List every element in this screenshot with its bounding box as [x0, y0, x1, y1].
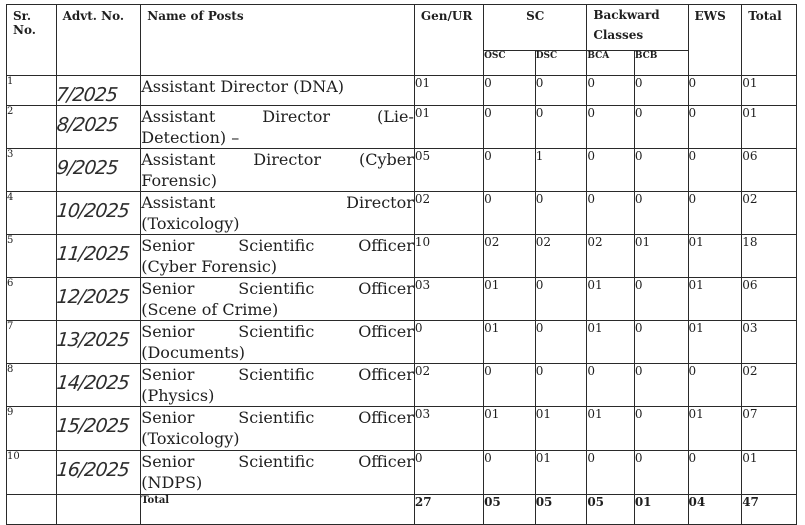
osc-cell: 0 — [484, 192, 536, 235]
bcb-cell: 0 — [634, 106, 688, 149]
bcb-cell: 0 — [634, 451, 688, 495]
header-bcb: BCB — [634, 51, 688, 76]
table-row — [7, 192, 797, 235]
post-name-line-2: Forensic) — [141, 171, 218, 190]
post-name-line-2: (Cyber Forensic) — [141, 257, 278, 276]
advt-handwritten: 7/2025 — [55, 83, 119, 105]
ews-cell: 01 — [688, 407, 742, 451]
bca-cell: 0 — [587, 364, 635, 407]
bcb-cell: 0 — [634, 321, 688, 364]
advt-no-cell — [54, 364, 143, 407]
sr-no-cell: 2 — [7, 106, 57, 149]
dsc-cell: 01 — [535, 407, 587, 451]
post-name-word: (Cyber — [358, 150, 414, 169]
sr-no-cell: 1 — [7, 76, 57, 106]
post-name-line-2: (Documents) — [141, 343, 246, 362]
post-name-word: Officer — [358, 408, 414, 427]
advt-handwritten: 13/2025 — [55, 328, 130, 350]
total-cell: 18 — [742, 235, 797, 278]
bcb-cell: 0 — [634, 149, 688, 192]
sr-no-cell: 3 — [7, 149, 57, 192]
bca-cell: 01 — [587, 278, 635, 321]
osc-cell: 0 — [484, 106, 536, 149]
table-row — [7, 106, 797, 149]
total-cell: 02 — [742, 364, 797, 407]
total-cell: 07 — [742, 407, 797, 451]
table-body — [7, 76, 797, 495]
ews-cell: 0 — [688, 364, 742, 407]
post-name-line-1 — [141, 407, 414, 428]
bca-cell: 01 — [587, 321, 635, 364]
post-name-cell — [141, 76, 415, 106]
sr-no-cell: 8 — [7, 364, 57, 407]
post-name-cell — [141, 364, 415, 407]
sr-no-cell: 5 — [7, 235, 57, 278]
dsc-cell: 0 — [535, 76, 587, 106]
post-name-word: Senior — [141, 452, 195, 471]
header-bca: BCA — [587, 51, 635, 76]
dsc-cell: 0 — [535, 321, 587, 364]
total-osc: 05 — [484, 495, 536, 525]
advt-handwritten: 14/2025 — [55, 371, 130, 393]
post-name-word: Scientific — [238, 365, 315, 384]
sr-no-cell: 10 — [7, 451, 57, 495]
total-sr-empty — [7, 495, 57, 525]
post-name-line-1 — [141, 192, 414, 213]
post-name-line-1 — [141, 451, 414, 472]
osc-cell: 01 — [484, 321, 536, 364]
total-dsc: 05 — [535, 495, 587, 525]
dsc-cell: 0 — [535, 278, 587, 321]
dsc-cell: 1 — [535, 149, 587, 192]
post-name-word: Senior — [141, 408, 195, 427]
ews-cell: 0 — [688, 106, 742, 149]
gen-cell: 01 — [414, 106, 483, 149]
total-cell: 01 — [742, 76, 797, 106]
table-row — [7, 364, 797, 407]
bca-cell: 0 — [587, 451, 635, 495]
post-name-word: Senior — [141, 365, 195, 384]
post-name-word: Director — [253, 150, 321, 169]
total-cell: 01 — [742, 106, 797, 149]
table-row — [7, 321, 797, 364]
sr-no-cell: 4 — [7, 192, 57, 235]
post-name-line-1 — [141, 278, 414, 299]
post-name-cell — [141, 451, 415, 495]
post-name-line-1 — [141, 106, 414, 127]
advt-handwritten: 15/2025 — [55, 414, 131, 436]
gen-cell: 03 — [414, 407, 483, 451]
sr-no-cell: 7 — [7, 321, 57, 364]
advt-no-cell — [54, 451, 143, 495]
osc-cell: 01 — [484, 407, 536, 451]
post-name-word: Senior — [141, 322, 195, 341]
total-row — [7, 495, 797, 525]
osc-cell: 0 — [484, 76, 536, 106]
post-name-word: (Lie- — [377, 107, 414, 126]
advt-handwritten: 11/2025 — [55, 242, 130, 264]
advt-handwritten: 16/2025 — [55, 458, 131, 480]
total-cell: 02 — [742, 192, 797, 235]
table-row — [7, 451, 797, 495]
post-name-cell — [141, 106, 415, 149]
bca-cell: 0 — [587, 192, 635, 235]
osc-cell: 02 — [484, 235, 536, 278]
bcb-cell: 0 — [634, 278, 688, 321]
post-name-line-2: (Toxicology) — [141, 429, 240, 448]
bcb-cell: 0 — [634, 192, 688, 235]
post-name-cell — [141, 192, 415, 235]
advt-no-cell — [54, 149, 143, 192]
total-bcb: 01 — [634, 495, 688, 525]
sr-no-cell: 9 — [7, 407, 57, 451]
post-name-word: Scientific — [238, 279, 315, 298]
post-name-line-2: (Toxicology) — [141, 214, 240, 233]
post-name-word: Assistant — [141, 193, 216, 212]
header-dsc: DSC — [535, 51, 587, 76]
post-name-word: Officer — [358, 365, 414, 384]
ews-cell: 0 — [688, 76, 742, 106]
post-name-line-2: (NDPS) — [141, 473, 203, 492]
advt-no-cell — [54, 192, 143, 235]
total-advt-empty — [56, 495, 141, 525]
post-name-word: Assistant — [141, 150, 216, 169]
total-label: Total — [141, 495, 415, 525]
bca-cell: 0 — [587, 76, 635, 106]
post-name-word: Officer — [358, 236, 414, 255]
total-bca: 05 — [587, 495, 635, 525]
bcb-cell: 0 — [634, 407, 688, 451]
osc-cell: 0 — [484, 364, 536, 407]
table-row — [7, 278, 797, 321]
post-name-cell — [141, 407, 415, 451]
header-sr-no: Sr. No. — [7, 5, 57, 76]
total-total: 47 — [742, 495, 797, 525]
post-name-cell — [141, 278, 415, 321]
post-name-word: Assistant Director (DNA) — [141, 77, 345, 96]
table-row — [7, 149, 797, 192]
ews-cell: 01 — [688, 235, 742, 278]
post-name-cell — [141, 149, 415, 192]
ews-cell: 01 — [688, 321, 742, 364]
bcb-cell: 0 — [634, 364, 688, 407]
advt-no-cell — [54, 235, 143, 278]
osc-cell: 0 — [484, 451, 536, 495]
ews-cell: 0 — [688, 149, 742, 192]
osc-cell: 01 — [484, 278, 536, 321]
post-name-cell — [141, 321, 415, 364]
ews-cell: 0 — [688, 451, 742, 495]
dsc-cell: 0 — [535, 106, 587, 149]
total-cell: 06 — [742, 149, 797, 192]
header-ews: EWS — [688, 5, 742, 76]
header-osc: OSC — [484, 51, 536, 76]
sr-no-cell: 6 — [7, 278, 57, 321]
post-name-line-1 — [141, 321, 414, 342]
post-name-word: Scientific — [238, 452, 315, 471]
header-advt-no: Advt. No. — [56, 5, 141, 76]
total-cell: 01 — [742, 451, 797, 495]
post-name-line-2: (Physics) — [141, 386, 215, 405]
gen-cell: 02 — [414, 364, 483, 407]
dsc-cell: 0 — [535, 192, 587, 235]
ews-cell: 0 — [688, 192, 742, 235]
advt-handwritten: 9/2025 — [55, 156, 119, 178]
table-row — [7, 407, 797, 451]
post-name-line-1 — [141, 149, 414, 170]
gen-cell: 02 — [414, 192, 483, 235]
post-name-word: Officer — [358, 279, 414, 298]
posts-table — [6, 4, 797, 525]
post-name-word: Scientific — [238, 236, 315, 255]
post-name-word: Assistant — [141, 107, 216, 126]
post-name-word: Scientific — [238, 408, 315, 427]
post-name-line-1 — [141, 76, 414, 97]
osc-cell: 0 — [484, 149, 536, 192]
gen-cell: 01 — [414, 76, 483, 106]
advt-no-cell — [54, 321, 143, 364]
gen-cell: 0 — [414, 451, 483, 495]
advt-no-cell — [54, 76, 142, 106]
bca-cell: 02 — [587, 235, 635, 278]
advt-no-cell — [54, 106, 143, 149]
dsc-cell: 0 — [535, 364, 587, 407]
post-name-word: Director — [262, 107, 330, 126]
post-name-line-2: Detection) – — [141, 128, 240, 147]
advt-handwritten: 8/2025 — [55, 113, 119, 135]
post-name-word: Senior — [141, 236, 195, 255]
ews-cell: 01 — [688, 278, 742, 321]
gen-cell: 05 — [414, 149, 483, 192]
bcb-cell: 01 — [634, 235, 688, 278]
total-cell: 03 — [742, 321, 797, 364]
post-name-word: Officer — [358, 452, 414, 471]
gen-cell: 10 — [414, 235, 483, 278]
header-total: Total — [742, 5, 797, 76]
gen-cell: 0 — [414, 321, 483, 364]
total-cell: 06 — [742, 278, 797, 321]
header-row — [7, 5, 797, 51]
post-name-word: Director — [346, 193, 414, 212]
gen-cell: 03 — [414, 278, 483, 321]
advt-handwritten: 12/2025 — [55, 285, 130, 307]
bca-cell: 0 — [587, 106, 635, 149]
post-name-line-1 — [141, 235, 414, 256]
post-name-line-1 — [141, 364, 414, 385]
total-ews: 04 — [688, 495, 742, 525]
post-name-cell — [141, 235, 415, 278]
total-gen: 27 — [414, 495, 483, 525]
advt-no-cell — [54, 407, 143, 451]
advt-handwritten: 10/2025 — [55, 199, 130, 221]
bcb-cell: 0 — [634, 76, 688, 106]
table-row — [7, 76, 797, 106]
header-backward-classes: Backward Classes — [587, 5, 688, 51]
advt-no-cell — [54, 278, 143, 321]
post-name-word: Scientific — [238, 322, 315, 341]
bca-cell: 0 — [587, 149, 635, 192]
header-name-of-posts: Name of Posts — [141, 5, 415, 76]
header-gen-ur: Gen/UR — [414, 5, 483, 76]
post-name-line-2: (Scene of Crime) — [141, 300, 279, 319]
dsc-cell: 02 — [535, 235, 587, 278]
header-sc: SC — [484, 5, 587, 51]
dsc-cell: 01 — [535, 451, 587, 495]
post-name-word: Senior — [141, 279, 195, 298]
bca-cell: 01 — [587, 407, 635, 451]
table-row — [7, 235, 797, 278]
post-name-word: Officer — [358, 322, 414, 341]
